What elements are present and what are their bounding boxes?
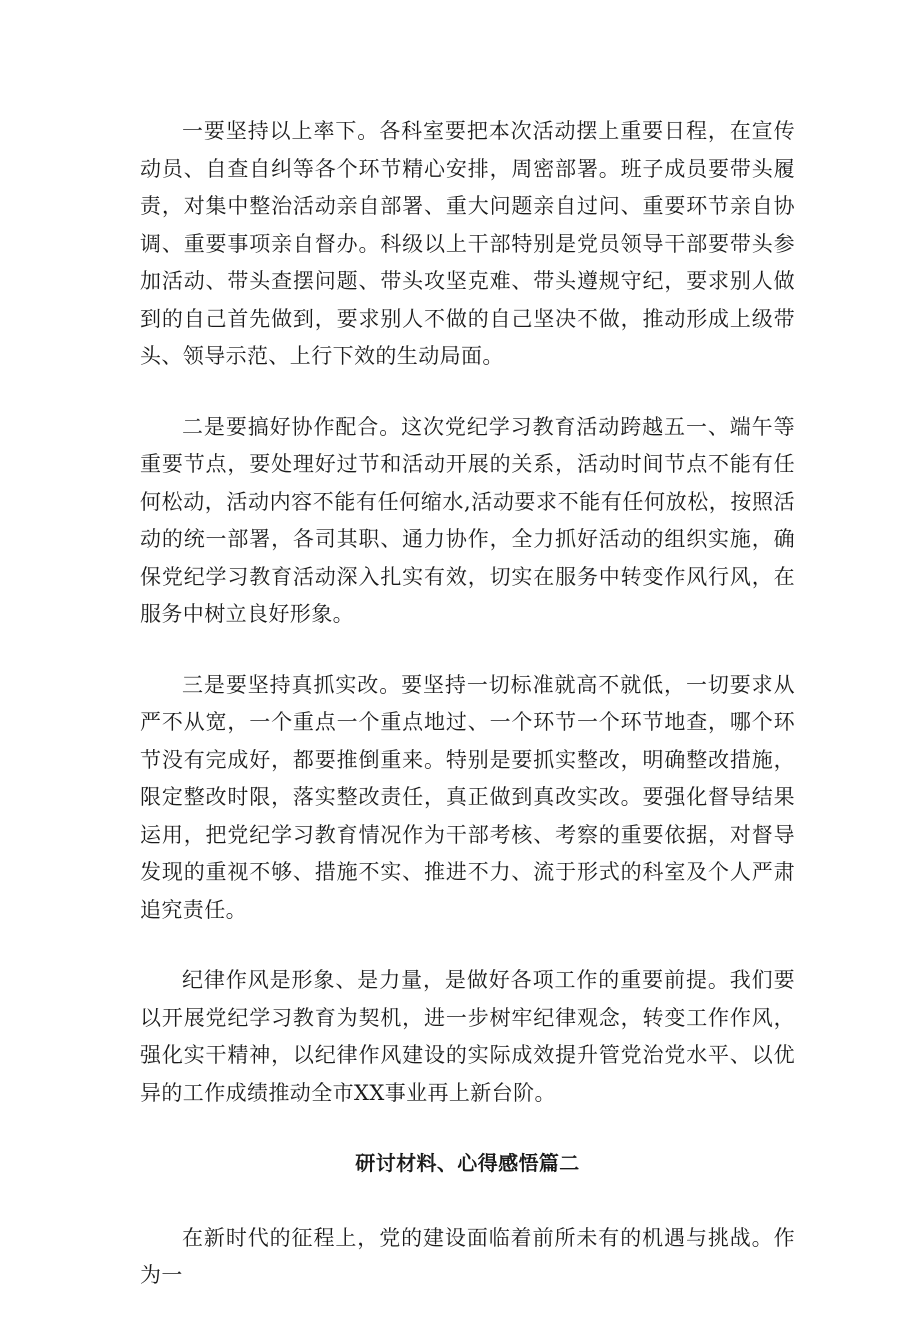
paragraph-conclusion: 纪律作风是形象、是力量，是做好各项工作的重要前提。我们要以开展党纪学习教育为契机，进一步树牢纪律观念，转变工作作风，强化实干精神，以纪律作风建设的实际成效提升管党治党水平、以优异的工作成绩推动全市XX事业再上新台阶。 xyxy=(140,968,795,1105)
paragraph-rectification: 三是要坚持真抓实改。要坚持一切标准就高不就低，一切要求从严不从宽，一个重点一个重点地过、一个环节一个环节地查，哪个环节没有完成好，都要推倒重来。特别是要抓实整改，明确整改措施，限定整改时限，落实整改责任，真正做到真改实改。要强化督导结果运用，把党纪学习教育情况作为干部考核、考察的重要依据，对督导发现的重视不够、措施不实、推进不力、流于形式的科室及个人严肃追究责任。 xyxy=(140,672,795,922)
section-heading: 研讨材料、心得感悟篇二 xyxy=(355,1151,580,1175)
paragraph-section-two-intro: 在新时代的征程上，党的建设面临着前所未有的机遇与挑战。作为一 xyxy=(140,1225,795,1287)
paragraph-coordination: 二是要搞好协作配合。这次党纪学习教育活动跨越五一、端午等重要节点，要处理好过节和活动开展的关系，活动时间节点不能有任何松动，活动内容不能有任何缩水,活动要求不能有任何放松，按照活动的统一部署，各司其职、通力协作，全力抓好活动的组织实施，确保党纪学习教育活动深入扎实有效，切实在服务中转变作风行风，在服务中树立良好形象。 xyxy=(140,414,795,626)
document-body xyxy=(140,113,795,1328)
paragraph-lead-by-example: 一要坚持以上率下。各科室要把本次活动摆上重要日程，在宣传动员、自查自纠等各个环节精心安排，周密部署。班子成员要带头履责，对集中整治活动亲自部署、重大问题亲自过问、重要环节亲自协调、重要事项亲自督办。科级以上干部特别是党员领导干部要带头参加活动、带头查摆问题、带头攻坚克难、带头遵规守纪，要求别人做到的自己首先做到，要求别人不做的自己坚决不做，推动形成上级带头、领导示范、上行下效的生动局面。 xyxy=(140,119,795,368)
